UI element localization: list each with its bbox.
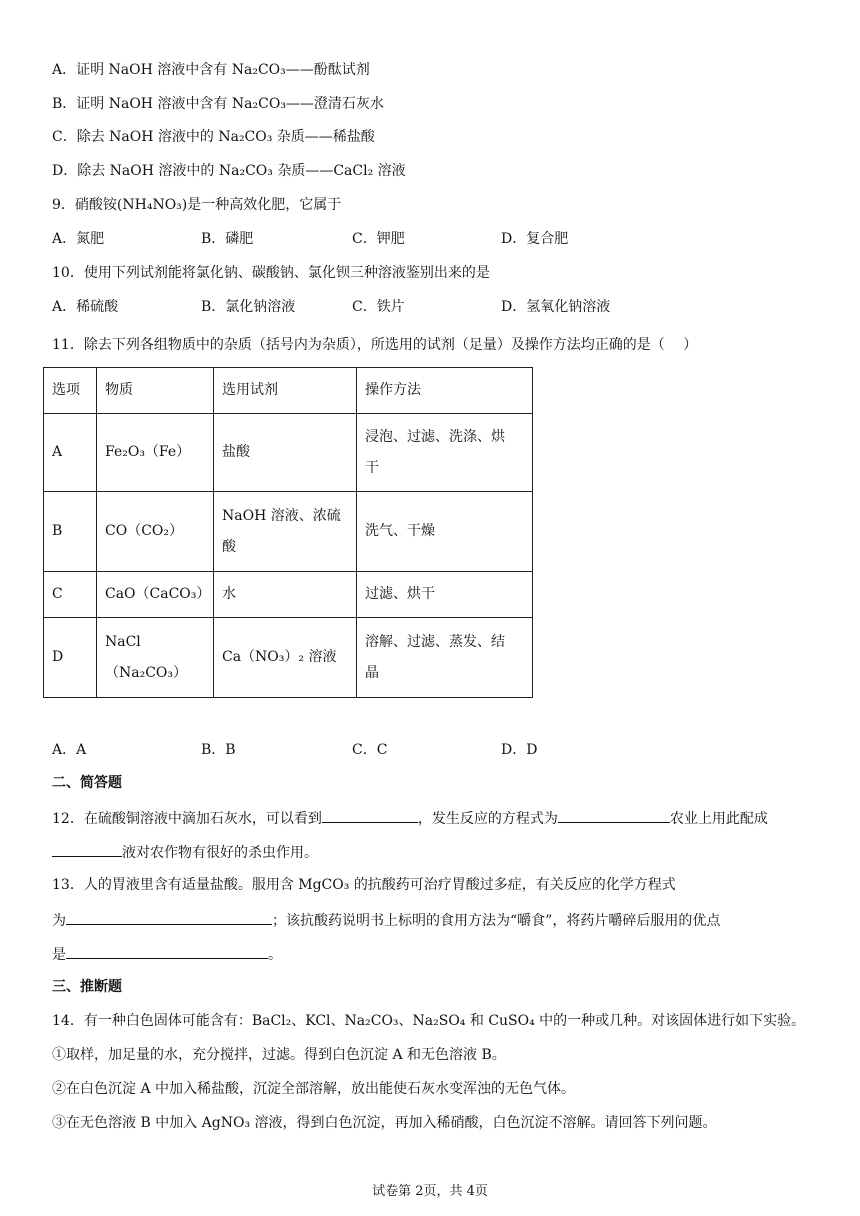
row-option: C <box>44 572 97 618</box>
q13-line-2 <box>52 909 720 931</box>
q13-line-1: 13．人的胃液里含有适量盐酸。服用含 MgCO₃ 的抗酸药可治疗胃酸过多症，有关反应的化学方程式 <box>52 877 676 893</box>
answer-blank[interactable] <box>558 807 670 823</box>
q11-option-a: A．A <box>52 742 87 758</box>
q10-stem: 10．使用下列试剂能将氯化钠、碳酸钠、氯化钡三种溶液鉴别出来的是 <box>52 265 490 281</box>
row-option: A <box>44 414 97 492</box>
row-substance: CaO（CaCO₃） <box>97 572 214 618</box>
row-reagent-line: 酸 <box>222 538 236 555</box>
section-inference: 三、推断题 <box>52 979 122 995</box>
q9-option-a: A．氮肥 <box>52 231 105 247</box>
row-reagent: 水 <box>214 572 357 618</box>
q12-text: ，发生反应的方程式为 <box>417 811 558 827</box>
q9-option-c: C．钾肥 <box>352 231 405 247</box>
row-reagent <box>214 414 357 492</box>
answer-blank[interactable] <box>322 807 418 823</box>
q11-option-b: B．B <box>201 742 236 758</box>
q14-step-1: ①取样，加足量的水，充分搅拌，过滤。得到白色沉淀 A 和无色溶液 B。 <box>52 1047 506 1063</box>
row-substance: Fe₂O₃（Fe） <box>97 414 214 492</box>
answer-blank[interactable] <box>52 841 122 857</box>
row-option: B <box>44 492 97 572</box>
q10-option-b: B．氯化钠溶液 <box>201 299 296 315</box>
q13-text: 为 <box>52 913 66 929</box>
q9-option-d: D．复合肥 <box>501 231 569 247</box>
table-row <box>44 618 533 698</box>
row-method: 过滤、烘干 <box>357 572 533 618</box>
q14-stem: 14．有一种白色固体可能含有：BaCl₂、KCl、Na₂CO₃、Na₂SO₄ 和 CuSO₄ 中的一种或几种。对该固体进行如下实验。 <box>52 1013 806 1029</box>
row-method-line: 溶解、过滤、蒸发、结 <box>365 633 505 650</box>
q10-option-c: C．铁片 <box>352 299 405 315</box>
table-header-row <box>44 368 533 414</box>
q8-option-c: C．除去 NaOH 溶液中的 Na₂CO₃ 杂质——稀盐酸 <box>52 129 375 145</box>
q14-step-3: ③在无色溶液 B 中加入 AgNO₃ 溶液，得到白色沉淀，再加入稀硝酸，白色沉淀不溶解。请回答下列问题。 <box>52 1115 717 1131</box>
q12-line-1 <box>52 807 768 829</box>
q8-option-a: A．证明 NaOH 溶液中含有 Na₂CO₃——酚酞试剂 <box>52 62 370 78</box>
table-row <box>44 414 533 492</box>
q11-option-d: D．D <box>501 742 538 758</box>
header-method: 操作方法 <box>357 368 533 414</box>
q11-table <box>43 367 533 698</box>
section-short-answer: 二、简答题 <box>52 775 122 791</box>
answer-blank[interactable] <box>66 909 272 925</box>
row-method-line: 干 <box>365 459 379 476</box>
q12-line-2 <box>52 841 318 863</box>
header-substance: 物质 <box>97 368 214 414</box>
q8-option-b: B．证明 NaOH 溶液中含有 Na₂CO₃——澄清石灰水 <box>52 96 384 112</box>
q11-option-c: C．C <box>352 742 388 758</box>
q8-option-d: D．除去 NaOH 溶液中的 Na₂CO₃ 杂质——CaCl₂ 溶液 <box>52 163 406 179</box>
row-reagent-line: 盐酸 <box>222 444 250 460</box>
header-reagent: 选用试剂 <box>214 368 357 414</box>
row-method <box>357 414 533 492</box>
row-method <box>357 618 533 698</box>
answer-blank[interactable] <box>66 943 268 959</box>
q12-text: 液对农作物有很好的杀虫作用。 <box>122 845 318 861</box>
table-row <box>44 572 533 618</box>
q13-line-3 <box>52 943 282 965</box>
q14-step-2: ②在白色沉淀 A 中加入稀盐酸，沉淀全部溶解，放出能使石灰水变浑浊的无色气体。 <box>52 1081 576 1097</box>
q10-option-a: A．稀硫酸 <box>52 299 119 315</box>
page-footer: 试卷第 2页，共 4页 <box>372 1184 488 1199</box>
q13-text: 。 <box>268 947 282 963</box>
q13-text: ；该抗酸药说明书上标明的食用方法为“嚼食”，将药片嚼碎后服用的优点 <box>272 913 721 929</box>
q10-option-d: D．氢氧化钠溶液 <box>501 299 611 315</box>
row-substance: CO（CO₂） <box>97 492 214 572</box>
row-option: D <box>44 618 97 698</box>
row-reagent-line: NaOH 溶液、浓硫 <box>222 507 341 524</box>
row-reagent <box>214 492 357 572</box>
header-option: 选项 <box>44 368 97 414</box>
table-row <box>44 492 533 572</box>
q12-text: 12．在硫酸铜溶液中滴加石灰水，可以看到 <box>52 811 322 827</box>
row-method-line: 晶 <box>365 664 379 681</box>
q11-stem: 11．除去下列各组物质中的杂质（括号内为杂质），所选用的试剂（足量）及操作方法均正确的是（ ） <box>52 337 698 353</box>
q12-text: 农业上用此配成 <box>669 811 768 827</box>
row-substance: NaCl（Na₂CO₃） <box>97 618 214 698</box>
row-method-line: 浸泡、过滤、洗涤、烘 <box>365 428 505 445</box>
row-reagent: Ca（NO₃）₂ 溶液 <box>214 618 357 698</box>
q9-stem: 9．硝酸铵(NH₄NO₃)是一种高效化肥，它属于 <box>52 197 342 213</box>
q13-text: 是 <box>52 947 66 963</box>
row-method: 洗气、干燥 <box>357 492 533 572</box>
q9-option-b: B．磷肥 <box>201 231 254 247</box>
